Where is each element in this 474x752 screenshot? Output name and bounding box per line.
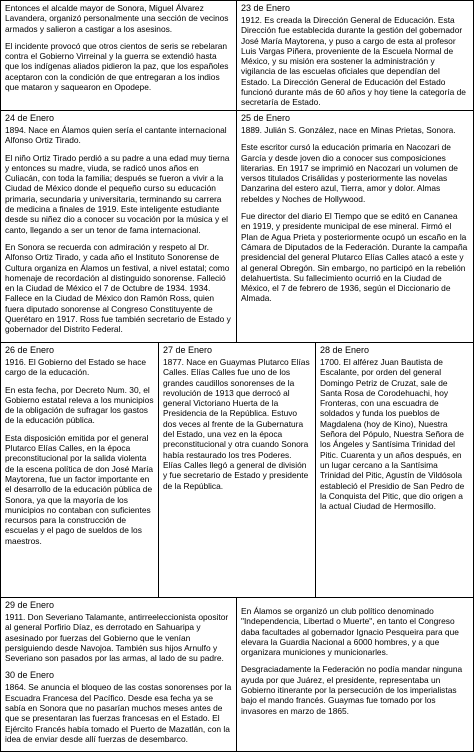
entry-paragraph: Entonces el alcalde mayor de Sonora, Miguel Álvarez Lavandera, organizó personalmente una sección de vecinos armados y salieron a castigar a los asesinos. [5,3,229,34]
entry-paragraph: Este escritor cursó la educación primaria en Nacozari de García y desde joven dio a conocer sus composiciones literarias. En 1917 se imprimió en Nacozari un volumen de versos titulados Crisálidas y posteriormente las novelas Danzarina del estero azul, Tierra, amor y dolor. Almas rebeldes y Noches de Hollywood. [241,142,458,204]
entry-date: 30 de Enero [5,670,55,681]
entry-paragraph: 1894. Nace en Álamos quien sería el cantante internacional Alfonso Ortiz Tirado. [5,125,227,146]
entry-cell-26-enero [0,342,159,598]
entry-paragraph: Fue director del diario El Tiempo que se editó en Cananea en 1919, y presidente municipal de ese mineral. Firmó el Plan de Agua Prieta y posteriormente ocupó un escaño en la Cámara de Diputados de la Federación. Durante la campaña presidencial del general Plutarco Elías Calles atacó a este y al general Obregón. Sin embargo, no participó en la rebelión delahuertista. Su fallecimiento ocurrió en la Ciudad de México, el 7 de febrero de 1936, según el Diccionario de Almada. [241,211,468,304]
entry-paragraph: 1700. El alférez Juan Bautista de Escalante, por orden del general Domingo Petriz de Cruzat, sale de Santa Rosa de Corodehuachi, hoy Fronteras, con una escuadra de soldados y funda los pueblos de Magdalena (hoy de Kino), Nuestra Señora del Pópulo, Nuestra Señora de los Ángeles y Santísima Trinidad del Pitic. Cuarenta y un años después, en un lugar cercano a la Santísima Trinidad del Pitic, Agustín de Vildósola estableció el Presidio de San Pedro de la Conquista del Pitic, que dio origen a la actual Ciudad de Hermosillo. [320,357,465,512]
entry-paragraph: El incidente provocó que otros cientos de seris se rebelaran contra el Gobierno Virreinal y la guerra se extendió hasta que los indígenas aliados pidieron la paz, que los españoles aceptaron con la condición de que entregaran a los indios que mataron y saquearon en Opodepe. [5,40,229,93]
entry-cell-28-enero [315,342,474,598]
entry-date: 26 de Enero [5,345,55,355]
entry-date: 23 de Enero [241,3,291,13]
entry-cell-opodepe [0,0,237,111]
entry-cell-alamos-club [236,597,474,752]
entry-paragraph: En Álamos se organizó un club político denominado "Independencia, Libertad o Muerte", en tanto el Congreso daba facultades al gobernador Ignacio Pesqueira para que elevara la Guardia Nacional a 6000 hombres, y a que organizara municiones y municionarles. [241,606,459,658]
entry-date: 28 de Enero [320,345,370,355]
entry-paragraph: 1912. Es creada la Dirección General de Educación. Esta Dirección fue establecida durante la gestión del gobernador José María Maytorena, y puso a cargo de esta al profesor Luis Vargas Piñera, proveniente de la Escuela Normal de México, y su misión era sostener la administración y vigilancia de las escuelas oficiales que dependían del Estado. La Dirección General de Educación del Estado funcionó durante más de 60 años y hoy tiene la categoría de secretaría de Estado. [241,15,466,108]
entry-cell-29-30-enero [0,597,237,752]
entry-cell-23-enero [236,0,474,111]
entry-paragraph: 1911. Don Severiano Talamante, antirreeleccionista opositor al general Porfirio Díaz, es derrotado en Sahuaripa y asesinado por fuerzas del Gobierno que le venían persiguiendo desde Navojoa. También sus hijos Arnulfo y Severiano son pasados por las armas, al lado de su padre. [5,612,229,664]
entry-paragraph: 1877. Nace en Guaymas Plutarco Elías Calles. Elías Calles fue uno de los grandes caudillos sonorenses de la revolución de 1913 que derrocó al general Victoriano Huerta de la Presidencia de la República. Estuvo dos veces al frente de la Gubernatura del Estado, una vez en la época preconstitucional y otra cuando Sonora había restaurado los tres Poderes. Elías Calles llegó a general de división y fue secretario de Estado y presidente de la República. [163,357,310,491]
entry-date: 24 de Enero [5,113,55,123]
entry-paragraph: Desgraciadamente la Federación no podía mandar ninguna ayuda por que Juárez, el presidente, representaba un Gobierno itinerante por la persecución de los imperialistas bajo el mando francés. Guaymas fue tomado por los invasores en marzo de 1865. [241,664,463,716]
entry-paragraph: 1916. El Gobierno del Estado se hace cargo de la educación. [5,357,147,378]
entry-paragraph: En esta fecha, por Decreto Num. 30, el Gobierno estatal releva a los municipios de la obligación de sufragar los gastos de la educación pública. [5,384,154,426]
entry-paragraph: 1864. Se anuncia el bloqueo de las costas sonorenses por la Escuadra Francesa del Pacífico. Desde esa fecha ya se sabía en Sonora que no pasarían muchos meses antes de que se presentaran las fuerzas francesas en el Estado. El Ejército Francés había tomado el Puerto de Mazatlán, con la idea de enviar desde allí fuerzas de desembarco. [5,682,232,744]
entry-cell-25-enero [236,110,474,343]
entry-date: 29 de Enero [5,600,55,610]
entry-date: 25 de Enero [241,113,291,123]
entry-cell-24-enero [0,110,237,343]
entry-paragraph: En Sonora se recuerda con admiración y respeto al Dr. Alfonso Ortiz Tirado, y cada año el Instituto Sonorense de Cultura organiza en Álamos un festival, a nivel estatal; como homenaje de recordación al distinguido sonorense. Falleció en la Ciudad de México el 7 de Octubre de 1934. 1934. Fallece en la Ciudad de México don Ramón Ross, quien fuera diputado sonorense al Congreso Constituyente de Querétaro en 1917. Ross fue también secretario de Estado y gobernador del Distrito Federal. [5,241,231,335]
entry-paragraph: 1889. Julián S. González, nace en Minas Prietas, Sonora. [241,125,456,135]
entry-paragraph: Esta disposición emitida por el general Plutarco Elías Calles, en la época preconstitucional por la salida violenta de la escena política de don José María Maytorena, fue un factor importante en el desarrollo de la educación pública de Sonora, ya que la mayoría de los municipios no contaban con suficientes recursos para la construcción de escuelas y el pago de sueldos de los maestros. [5,432,154,546]
entry-paragraph: El niño Ortiz Tirado perdió a su padre a una edad muy tierna y entonces su madre, viuda, se radicó unos años en Culiacán, con toda la familia; después se fueron a vivir a la Ciudad de México donde el pequeño curso su educación primaria, secundaria y universitaria, terminando su carrera de medicina a finales de 1919. Este inteligente estudiante desde su niñez dio a conocer su vocación por la música y el canto, llegando a ser un tenor de fama internacional. [5,152,230,235]
entry-date: 27 de Enero [163,345,213,355]
entry-cell-27-enero [158,342,316,598]
